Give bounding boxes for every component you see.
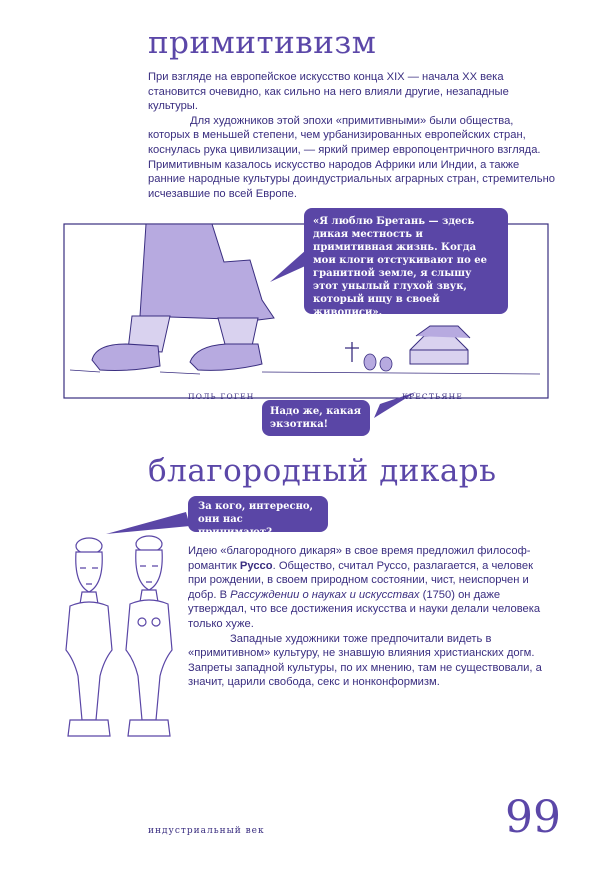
gauguin-quote: «Я люблю Бретань — здесь дикая местность и примитивная жизнь. Когда мои клоги отстукивают по ее гранитной земле, я слышу этот унылый глухой звук, который ищу в своей живописи». [313,216,487,318]
peasants-reply: Надо же, какая экзотика! [270,406,361,430]
label-peasants: КРЕСТЬЯНЕ [402,392,463,401]
intro-paragraph-1: При взгляде на европейское искусство конца XIX — начала XX века становится очевидно, как сильно на него влияли другие, незападные культуры. [148,71,509,113]
rousseau-name: Руссо [239,559,273,572]
section-title-primitivism: примитивизм [148,25,377,61]
noble-savage-paragraph-2: Западные художники тоже предпочитали видеть в «примитивном» культуру, не знавшую влияния христианских догм. Запреты западной культуры, по их мнению, там не существовали, а значит, царили свобода, секс и нонконформизм. [188,632,542,689]
figurine-right [126,536,172,736]
section-title-noble-savage: благородный дикарь [148,453,497,489]
noble-savage-text [188,544,548,690]
figurine-left [66,538,112,736]
noble-savage-paragraph-1: Идею «благородного дикаря» в свое время предложил философ-романтик Руссо. Общество, считал Руссо, разлагается, а человек при рождении, в своем природном состоянии, чист, неиспорчен и добр. В Рассуждении о науках и искусствах (1750) он даже утверждал, что все достижения искусства и науки делали человека только хуже. [188,545,541,630]
running-title: индустриальный век [148,826,265,836]
book-title: Рассуждении о науках и искусствах [230,588,420,601]
label-paul-gauguin: ПОЛЬ ГОГЕН [188,392,255,401]
intro-paragraph-2: Для художников этой эпохи «примитивными» были общества, которых в меньшей степени, чем урбанизированных европейских стран, коснулась рука цивилизации, — яркий пример европоцентричного взгляда. Примитивным казалось искусство народов Африки или Индии, а также ранние народные культуры доиндустриальных аграрных стран, стремительно исчезавшие по всей Европе. [148,114,556,200]
figures-bubble-text: За кого, интересно, они нас принимают? [198,501,314,538]
page-number: 99 [505,792,561,843]
